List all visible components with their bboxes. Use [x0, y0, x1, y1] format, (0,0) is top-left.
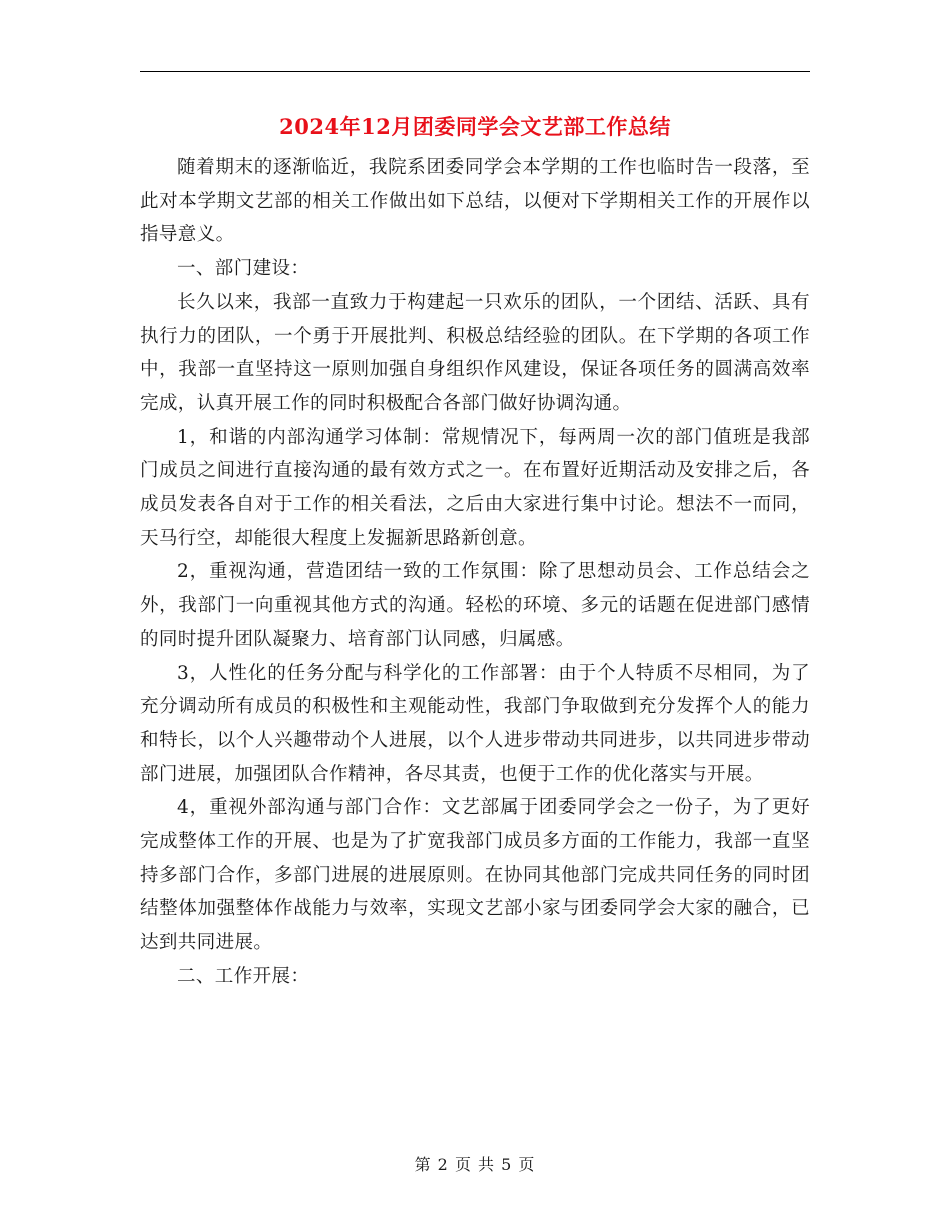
document-title: 2024年12月团委同学会文艺部工作总结: [279, 114, 671, 139]
section-heading-department: 一、部门建设：: [177, 258, 310, 280]
paragraph-item-4: 4，重视外部沟通与部门合作：文艺部属于团委同学会之一份子，为了更好完成整体工作的开展、也是为了扩宽我部门成员多方面的工作能力，我部一直坚持多部门合作，多部门进展的进展原则。在协同其他部门完成共同任务的同时团结整体加强整体作战能力与效率，实现文艺部小家与团委同学会大家的融合，已达到共同进展。: [140, 797, 810, 954]
paragraph-intro: 随着期末的逐渐临近，我院系团委同学会本学期的工作也临时告一段落，至此对本学期文艺部的相关工作做出如下总结，以便对下学期相关工作的开展作以指导意义。: [140, 157, 810, 246]
paragraph-item-2: 2，重视沟通，营造团结一致的工作氛围：除了思想动员会、工作总结会之外，我部门一向重视其他方式的沟通。轻松的环境、多元的话题在促进部门感情的同时提升团队凝聚力、培育部门认同感，归属感。: [140, 561, 810, 650]
section-heading-work: 二、工作开展：: [177, 965, 310, 987]
document-body: [140, 151, 810, 994]
header-rule: [140, 71, 810, 72]
paragraph-item-3: 3，人性化的任务分配与科学化的工作部署：由于个人特质不尽相同，为了充分调动所有成员的积极性和主观能动性，我部门争取做到充分发挥个人的能力和特长，以个人兴趣带动个人进展，以个人进步带动共同进步，以共同进步带动部门进展，加强团队合作精神，各尽其责，也便于工作的优化落实与开展。: [140, 662, 810, 785]
paragraph-department-overview: 长久以来，我部一直致力于构建起一只欢乐的团队，一个团结、活跃、具有执行力的团队，一个勇于开展批判、积极总结经验的团队。在下学期的各项工作中，我部一直坚持这一原则加强自身组织作风建设，保证各项任务的圆满高效率完成，认真开展工作的同时积极配合各部门做好协调沟通。: [140, 291, 810, 414]
page-number: 第 2 页 共 5 页: [414, 1155, 536, 1174]
paragraph-item-1: 1，和谐的内部沟通学习体制：常规情况下，每两周一次的部门值班是我部门成员之间进行直接沟通的最有效方式之一。在布置好近期活动及安排之后，各成员发表各自对于工作的相关看法，之后由大家进行集中讨论。想法不一而同，天马行空，却能很大程度上发掘新思路新创意。: [140, 426, 810, 549]
